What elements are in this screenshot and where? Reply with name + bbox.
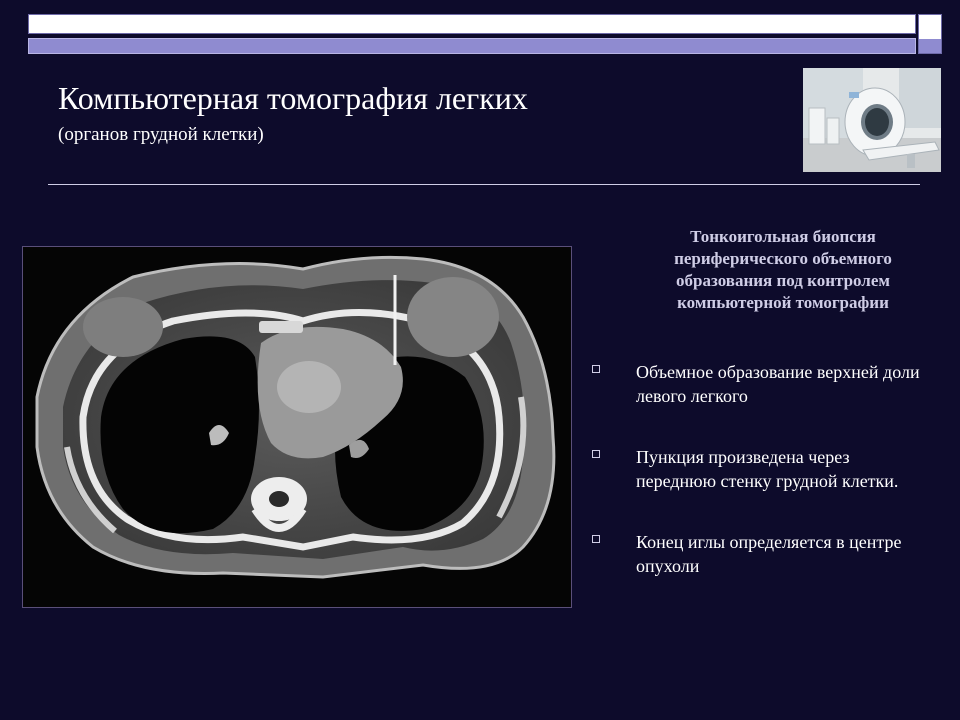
chest-ct-scan-image: [22, 246, 572, 608]
top-decor-bar: [28, 14, 916, 34]
corner-decor-box: [918, 14, 942, 54]
caption-line: компьютерной томографии: [677, 293, 889, 312]
square-bullet-icon: [592, 450, 600, 458]
title-divider: [48, 184, 920, 185]
bullet-item: [590, 360, 930, 408]
caption-line: Тонкоигольная биопсия: [690, 227, 876, 246]
bullet-text: Пункция произведена через переднюю стенку грудной клетки.: [636, 447, 899, 491]
figure-caption: [636, 226, 930, 314]
caption-line: периферического объемного: [674, 249, 892, 268]
bullet-text: Объемное образование верхней доли левого легкого: [636, 362, 920, 406]
bullet-text: Конец иглы определяется в центре опухоли: [636, 532, 902, 576]
bullet-list: [590, 360, 930, 578]
ct-scanner-photo: [803, 68, 941, 172]
slide-title: Компьютерная томография легких: [58, 80, 528, 116]
square-bullet-icon: [592, 365, 600, 373]
slide-subtitle: (органов грудной клетки): [58, 124, 264, 145]
bullet-item: [590, 445, 930, 493]
bullet-item: [590, 530, 930, 578]
top-accent-bar: [28, 38, 916, 54]
caption-line: образования под контролем: [676, 271, 890, 290]
square-bullet-icon: [592, 535, 600, 543]
